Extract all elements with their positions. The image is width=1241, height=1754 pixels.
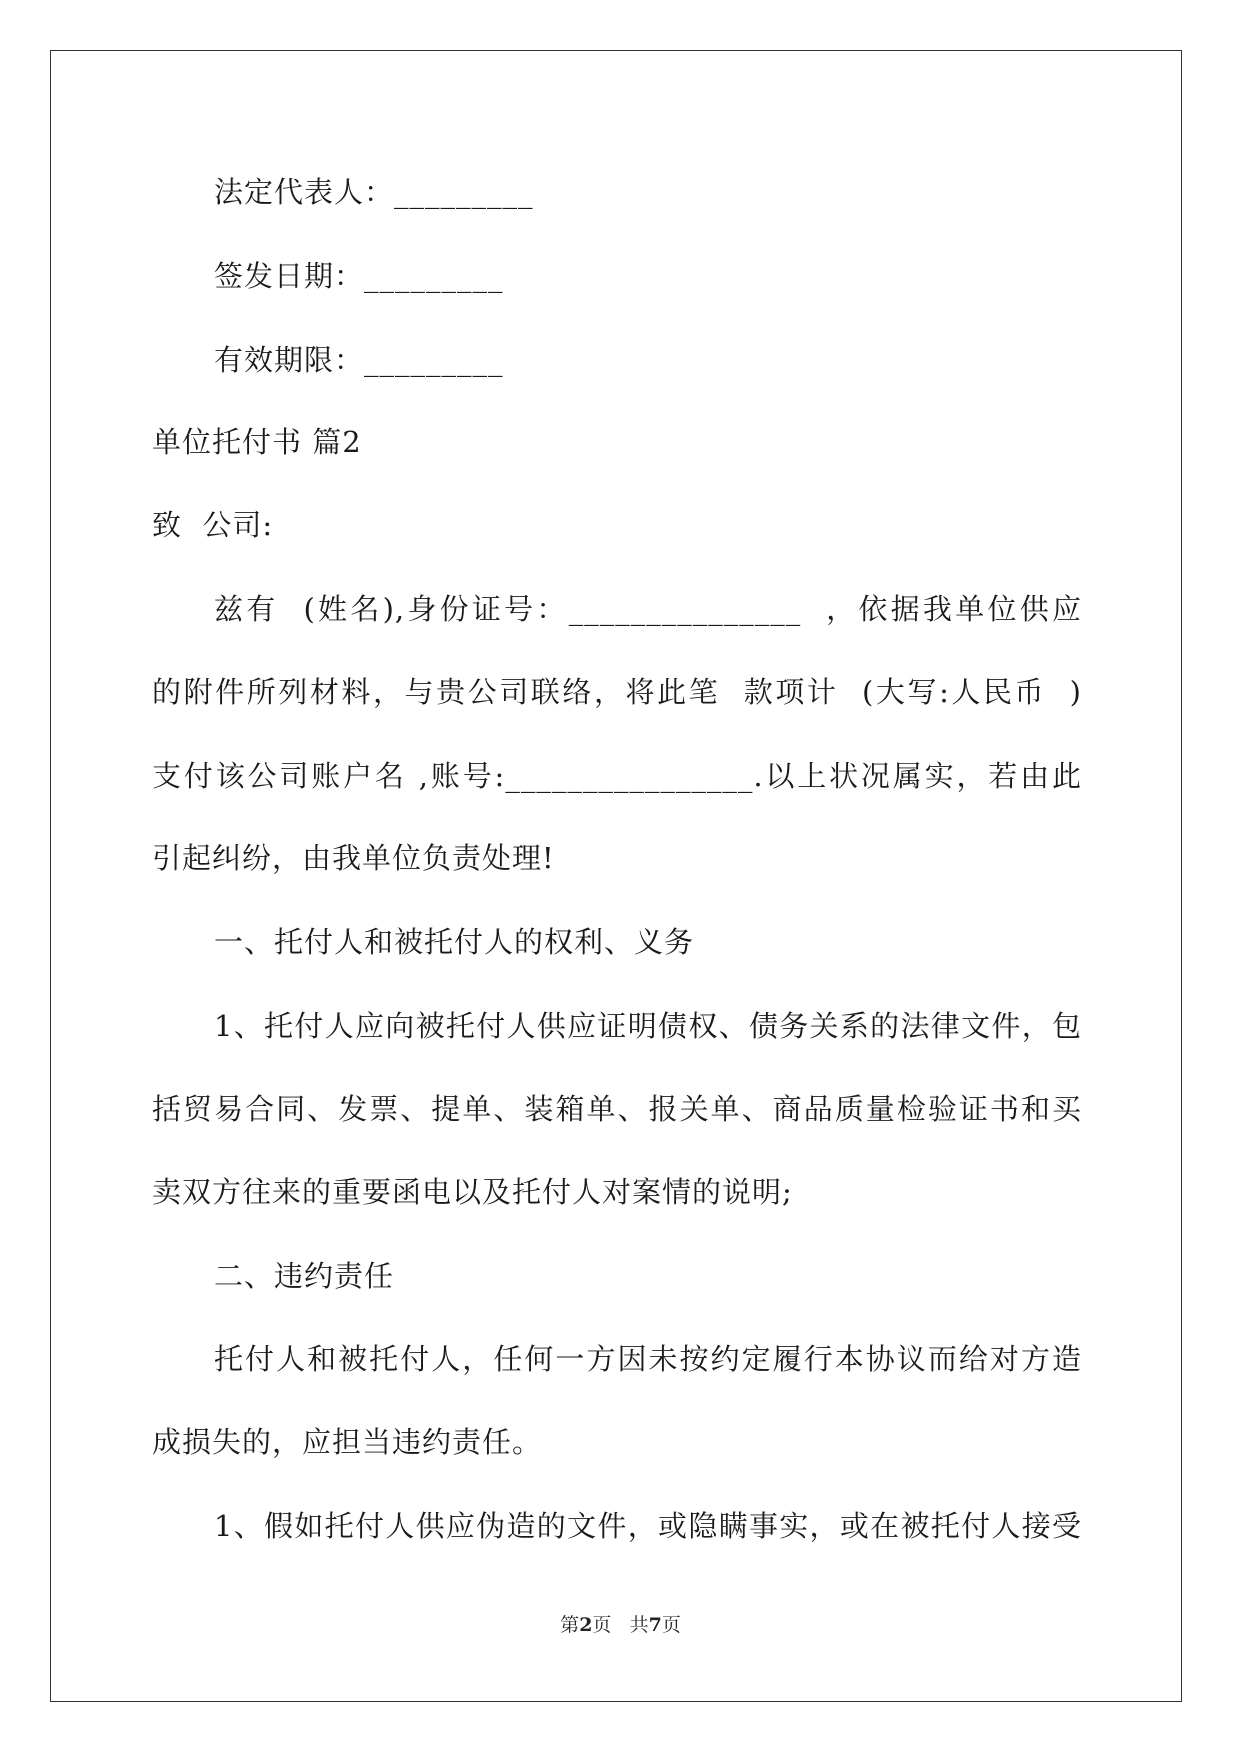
footer-total-prefix: 共 (629, 1614, 649, 1636)
paragraph-line: 卖双方往来的重要函电以及托付人对案情的说明; (152, 1175, 793, 1209)
paragraph-line: 引起纠纷，由我单位负责处理! (152, 841, 555, 875)
validity-period-line: 有效期限：_________ (214, 343, 504, 377)
footer-total-suffix: 页 (661, 1614, 681, 1636)
footer-page-prefix: 第 (560, 1614, 580, 1636)
heading-breach-liability: 二、违约责任 (214, 1259, 395, 1293)
paragraph-line: 支付该公司账户名 ,账号:________________.以上状况属实，若由此 (152, 759, 1082, 793)
paragraph-line: 成损失的，应担当违约责任。 (152, 1425, 543, 1459)
footer-total-pages: 7 (648, 1614, 662, 1636)
footer-page-number: 2 (579, 1614, 593, 1636)
issue-date-line: 签发日期：_________ (214, 259, 504, 293)
paragraph-line: 1、假如托付人供应伪造的文件，或隐瞒事实，或在被托付人接受 (214, 1509, 1082, 1543)
paragraph-line: 1、托付人应向被托付人供应证明债权、债务关系的法律文件，包 (214, 1009, 1082, 1043)
paragraph-line: 括贸易合同、发票、提单、装箱单、报关单、商品质量检验证书和买 (152, 1092, 1082, 1126)
footer-page-suffix: 页 (592, 1614, 612, 1636)
paragraph-line: 托付人和被托付人，任何一方因未按约定履行本协议而给对方造 (214, 1342, 1082, 1376)
legal-representative-line: 法定代表人：_________ (214, 175, 534, 209)
salutation: 致 公司: (152, 508, 274, 542)
section-title: 单位托付书 篇2 (152, 425, 362, 459)
heading-rights-obligations: 一、托付人和被托付人的权利、义务 (214, 925, 695, 959)
paragraph-line: 的附件所列材料，与贵公司联络，将此笔 款项计 (大写:人民币 ) (152, 675, 1082, 709)
paragraph-line: 兹有 (姓名),身份证号：_______________ ，依据我单位供应 (214, 592, 1082, 626)
page-footer (0, 1610, 1241, 1637)
